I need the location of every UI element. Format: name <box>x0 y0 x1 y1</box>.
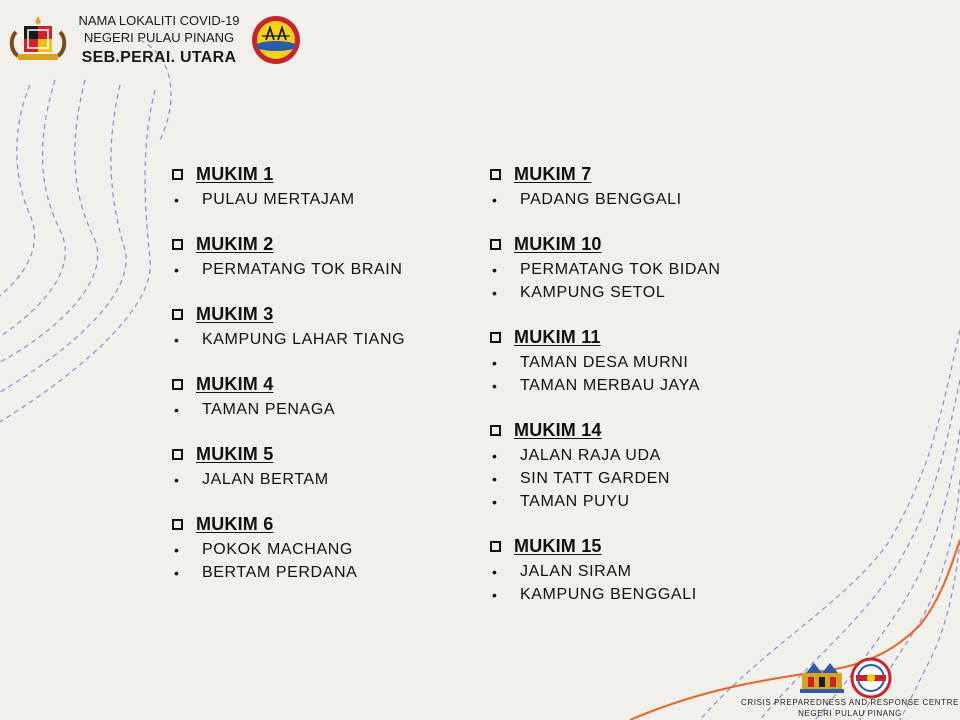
right-column <box>490 160 720 606</box>
square-checkbox-icon <box>490 239 501 250</box>
footer-state-name: NEGERI PULAU PINANG <box>798 709 902 718</box>
footer <box>740 655 960 720</box>
locality-name: KAMPUNG SETOL <box>520 283 666 301</box>
bullet-icon: • <box>174 564 180 581</box>
bullet-icon: • <box>492 191 498 208</box>
locality-item <box>490 583 720 606</box>
locality-item <box>490 467 720 490</box>
locality-item <box>490 560 720 583</box>
penang-state-logo <box>250 14 302 66</box>
bullet-icon: • <box>174 471 180 488</box>
header-title-line-2: NEGERI PULAU PINANG <box>83 30 235 45</box>
square-checkbox-icon <box>490 425 501 436</box>
left-column <box>172 160 405 584</box>
locality-name: TAMAN PENAGA <box>202 400 336 418</box>
mukim-title: MUKIM 5 <box>196 443 274 464</box>
locality-item <box>490 281 720 304</box>
square-checkbox-icon <box>490 332 501 343</box>
bullet-icon: • <box>492 377 498 394</box>
square-checkbox-icon <box>172 239 183 250</box>
locality-item <box>172 538 405 561</box>
mukim-title: MUKIM 3 <box>196 303 274 324</box>
locality-item <box>490 188 720 211</box>
locality-item <box>490 444 720 467</box>
bullet-icon: • <box>492 563 498 580</box>
locality-item <box>172 468 405 491</box>
bullet-icon: • <box>492 493 498 510</box>
bullet-icon: • <box>174 541 180 558</box>
locality-item <box>172 188 405 211</box>
locality-name: SIN TATT GARDEN <box>520 469 671 487</box>
bullet-icon: • <box>492 586 498 603</box>
bullet-icon: • <box>174 261 180 278</box>
header-title-line-1: NAMA LOKALITI COVID-19 <box>78 13 240 28</box>
cprc-building-logo <box>798 659 846 695</box>
locality-item <box>490 490 720 513</box>
locality-item <box>172 561 405 584</box>
square-checkbox-icon <box>172 169 183 180</box>
mukim-group <box>490 416 720 513</box>
locality-item <box>172 398 405 421</box>
mukim-heading <box>172 230 405 258</box>
mukim-group <box>172 300 405 351</box>
mukim-title: MUKIM 1 <box>196 163 274 184</box>
locality-name: KAMPUNG LAHAR TIANG <box>202 330 406 348</box>
square-checkbox-icon <box>490 169 501 180</box>
mukim-title: MUKIM 6 <box>196 513 274 534</box>
mukim-heading <box>490 532 720 560</box>
locality-name: JALAN BERTAM <box>202 470 329 488</box>
locality-name: PERMATANG TOK BRAIN <box>202 260 403 278</box>
mukim-group <box>490 532 720 606</box>
mukim-group <box>490 230 720 304</box>
mukim-group <box>172 230 405 281</box>
mukim-heading <box>172 370 405 398</box>
bullet-icon: • <box>174 401 180 418</box>
mukim-heading <box>490 230 720 258</box>
locality-item <box>490 351 720 374</box>
locality-name: POKOK MACHANG <box>202 540 353 558</box>
mukim-heading <box>172 160 405 188</box>
bullet-icon: • <box>174 191 180 208</box>
locality-name: JALAN RAJA UDA <box>520 446 661 464</box>
locality-name: KAMPUNG BENGGALI <box>520 585 697 603</box>
mukim-title: MUKIM 15 <box>514 535 602 556</box>
bullet-icon: • <box>492 284 498 301</box>
mukim-heading <box>172 440 405 468</box>
mukim-title: MUKIM 2 <box>196 233 274 254</box>
mukim-title: MUKIM 14 <box>514 419 602 440</box>
cprc-round-badge-logo <box>850 657 892 699</box>
square-checkbox-icon <box>172 309 183 320</box>
locality-name: PERMATANG TOK BIDAN <box>520 260 721 278</box>
square-checkbox-icon <box>172 449 183 460</box>
locality-item <box>172 258 405 281</box>
square-checkbox-icon <box>172 519 183 530</box>
bullet-icon: • <box>492 354 498 371</box>
locality-name: TAMAN DESA MURNI <box>520 353 689 371</box>
locality-name: BERTAM PERDANA <box>202 563 358 581</box>
mukim-group <box>490 323 720 397</box>
locality-name: PADANG BENGGALI <box>520 190 682 208</box>
mukim-title: MUKIM 7 <box>514 163 592 184</box>
locality-name: TAMAN PUYU <box>520 492 630 510</box>
mukim-heading <box>490 323 720 351</box>
bullet-icon: • <box>174 331 180 348</box>
bullet-icon: • <box>492 470 498 487</box>
mukim-title: MUKIM 10 <box>514 233 602 254</box>
locality-item <box>490 258 720 281</box>
mukim-group <box>172 370 405 421</box>
header <box>0 0 310 80</box>
header-district-title: SEB.PERAI. UTARA <box>81 49 237 66</box>
mukim-heading <box>172 300 405 328</box>
square-checkbox-icon <box>172 379 183 390</box>
mukim-group <box>172 510 405 584</box>
bullet-icon: • <box>492 447 498 464</box>
mukim-title: MUKIM 4 <box>196 373 274 394</box>
mukim-title: MUKIM 11 <box>514 326 601 347</box>
bullet-icon: • <box>492 261 498 278</box>
locality-name: PULAU MERTAJAM <box>202 190 355 208</box>
mukim-group <box>172 160 405 211</box>
mukim-heading <box>490 160 720 188</box>
locality-item <box>490 374 720 397</box>
coat-of-arms-emblem <box>6 12 70 64</box>
locality-item <box>172 328 405 351</box>
mukim-heading <box>172 510 405 538</box>
locality-name: TAMAN MERBAU JAYA <box>520 376 700 394</box>
locality-name: JALAN SIRAM <box>520 562 632 580</box>
mukim-group <box>490 160 720 211</box>
mukim-group <box>172 440 405 491</box>
square-checkbox-icon <box>490 541 501 552</box>
footer-organization-name: CRISIS PREPAREDNESS AND RESPONSE CENTRE <box>741 698 959 707</box>
mukim-heading <box>490 416 720 444</box>
